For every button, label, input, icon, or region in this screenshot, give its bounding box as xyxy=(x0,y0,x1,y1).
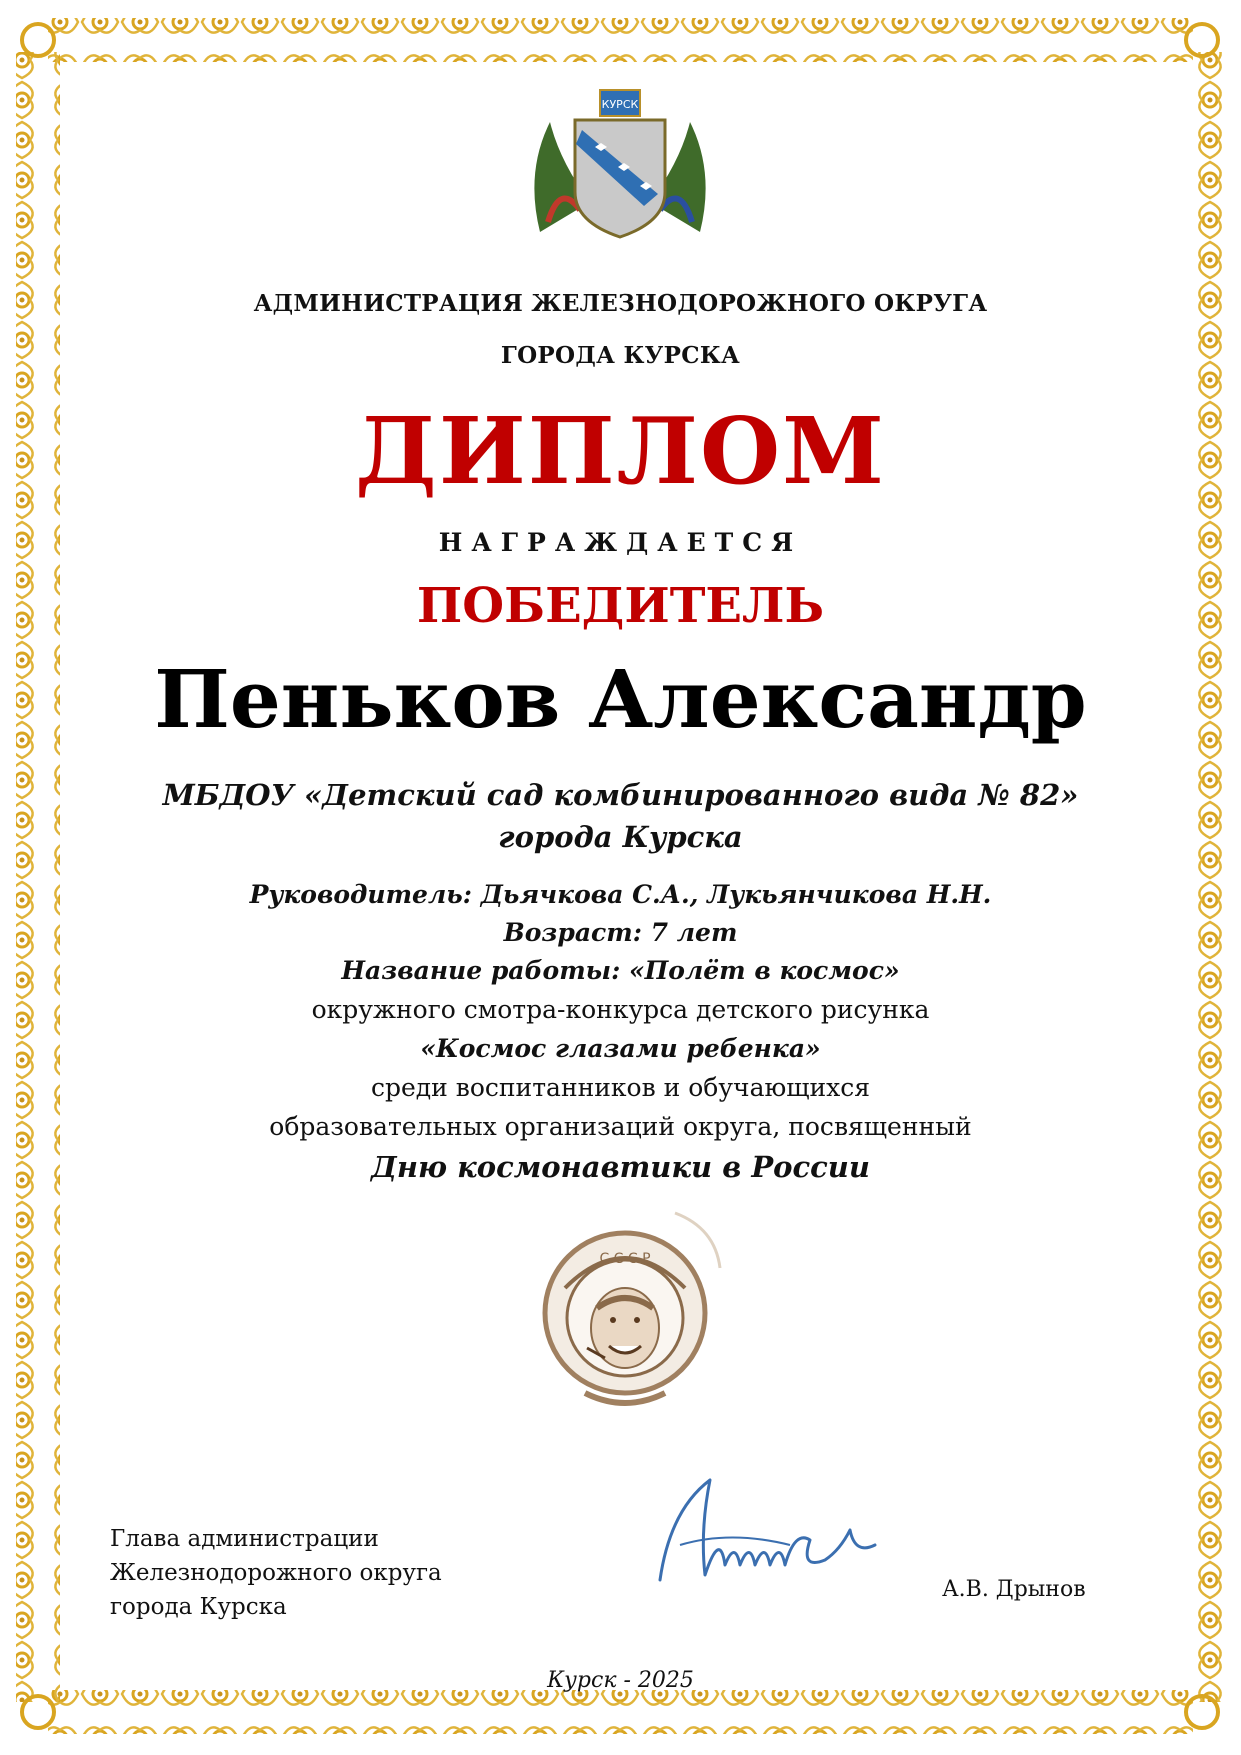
signatory-position-line-1: Глава администрации xyxy=(110,1526,379,1552)
signatory-position-line-2: Железнодорожного округа xyxy=(110,1560,442,1586)
awarded-label: НАГРАЖДАЕТСЯ xyxy=(438,528,803,557)
signatory-position xyxy=(110,1522,442,1624)
handwritten-signature xyxy=(650,1470,880,1590)
supervisor-line: Руководитель: Дьячкова С.А., Лукьянчикова Н.Н. xyxy=(249,880,992,909)
footer-place-year: Курск - 2025 xyxy=(547,1668,694,1693)
header-line-1: АДМИНИСТРАЦИЯ ЖЕЛЕЗНОДОРОЖНОГО ОКРУГА xyxy=(253,290,988,317)
coat-of-arms-label: КУРСК xyxy=(601,98,639,111)
age-line: Возраст: 7 лет xyxy=(503,918,738,947)
contest-description: окружного смотра-конкурса детского рисунка xyxy=(311,995,930,1024)
kursk-coat-of-arms-emblem xyxy=(520,82,720,247)
recipient-name: Пеньков Александр xyxy=(154,652,1087,746)
work-title-line: Название работы: «Полёт в космос» xyxy=(341,956,900,985)
occasion-line: Дню космонавтики в России xyxy=(371,1150,870,1184)
participants-line-2: образовательных организаций округа, посвященный xyxy=(269,1112,972,1141)
diploma-title: ДИПЛОМ xyxy=(355,397,886,505)
signatory-position-line-3: города Курска xyxy=(110,1594,287,1620)
institution-line-1: МБДОУ «Детский сад комбинированного вида № 82» xyxy=(162,778,1079,812)
institution-line-2: города Курска xyxy=(498,820,743,854)
rank-label: ПОБЕДИТЕЛЬ xyxy=(416,578,825,634)
signatory-name: А.В. Дрынов xyxy=(942,1577,1086,1602)
cosmonaut-portrait-image xyxy=(525,1208,725,1418)
svg-text:С С С Р: С С С Р xyxy=(599,1251,651,1267)
participants-line-1: среди воспитанников и обучающихся xyxy=(370,1073,871,1102)
header-line-2: ГОРОДА КУРСКА xyxy=(500,342,741,369)
contest-name: «Космос глазами ребенка» xyxy=(420,1034,821,1063)
